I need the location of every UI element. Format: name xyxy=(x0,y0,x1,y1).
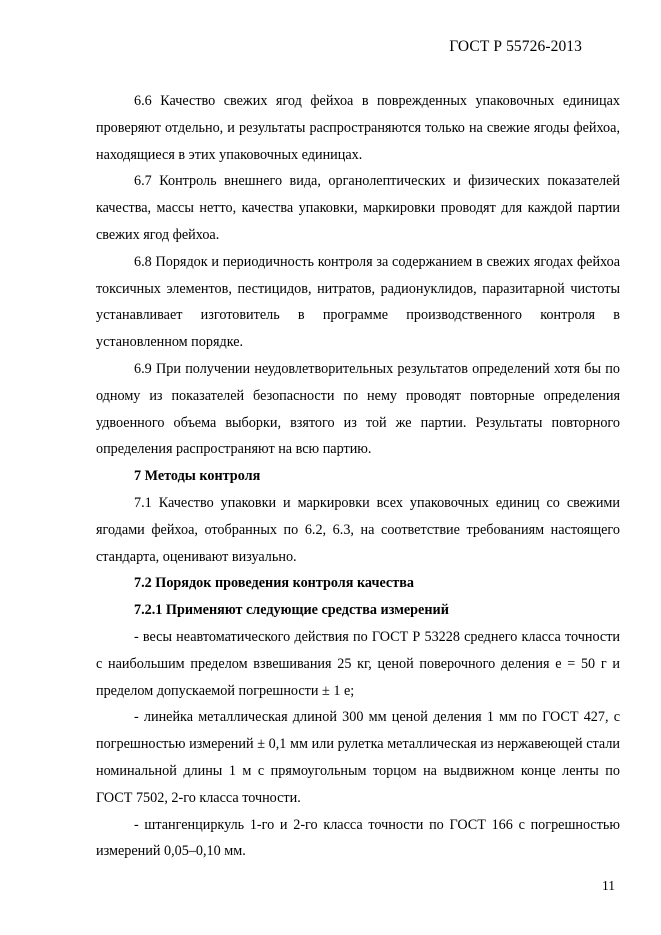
paragraph-6-9: 6.9 При получении неудовлетворительных результатов определений хотя бы по одному из показателей безопасности по нему проводят повторные определения удвоенного объема выборки, взятого из той же партии. Результаты повторного определения распространяют на всю партию. xyxy=(96,360,620,458)
paragraph-6-6: 6.6 Качество свежих ягод фейхоа в поврежденных упаковочных единицах проверяют отдельно, и результаты распространяются только на свежие ягоды фейхоа, находящиеся в этих упаковочных единицах. xyxy=(96,93,620,163)
document-header: ГОСТ Р 55726-2013 xyxy=(449,38,582,55)
subsection-heading-7-2-1: 7.2.1 Применяют следующие средства измерений xyxy=(134,602,449,619)
document-body xyxy=(96,88,620,865)
paragraph-6-8: 6.8 Порядок и периодичность контроля за содержанием в свежих ягодах фейхоа токсичных элементов, пестицидов, нитратов, радионуклидов, паразитарной чистоты устанавливает изготовитель в программе производственного контроля в установленном порядке. xyxy=(96,253,620,351)
list-item-scales: - весы неавтоматического действия по ГОСТ Р 53228 среднего класса точности с наибольшим пределом взвешивания 25 кг, ценой поверочного деления е = 50 г и пределом допускаемой погрешности ± 1 е; xyxy=(96,628,620,699)
paragraph-6-7: 6.7 Контроль внешнего вида, органолептических и физических показателей качества, массы нетто, качества упаковки, маркировки проводят для каждой партии свежих ягод фейхоа. xyxy=(96,173,620,243)
page-number: 11 xyxy=(602,878,615,893)
paragraph-7-1: 7.1 Качество упаковки и маркировки всех упаковочных единиц со свежими ягодами фейхоа, отобранных по 6.2, 6.3, на соответствие требованиям настоящего стандарта, оценивают визуально. xyxy=(96,494,620,565)
subsection-heading-7-2: 7.2 Порядок проведения контроля качества xyxy=(134,575,414,592)
list-item-caliper: - штангенциркуль 1-го и 2-го класса точности по ГОСТ 166 с погрешностью измерений 0,05–0,10 мм. xyxy=(96,816,620,860)
section-heading-7: 7 Методы контроля xyxy=(134,468,261,485)
list-item-ruler: - линейка металлическая длиной 300 мм ценой деления 1 мм по ГОСТ 427, с погрешностью измерений ± 0,1 мм или рулетка металлическая из нержавеющей стали номинальной длины 1 м с прямоугольным торцом на выдвижном конце ленты по ГОСТ 7502, 2-го класса точности. xyxy=(96,709,620,806)
